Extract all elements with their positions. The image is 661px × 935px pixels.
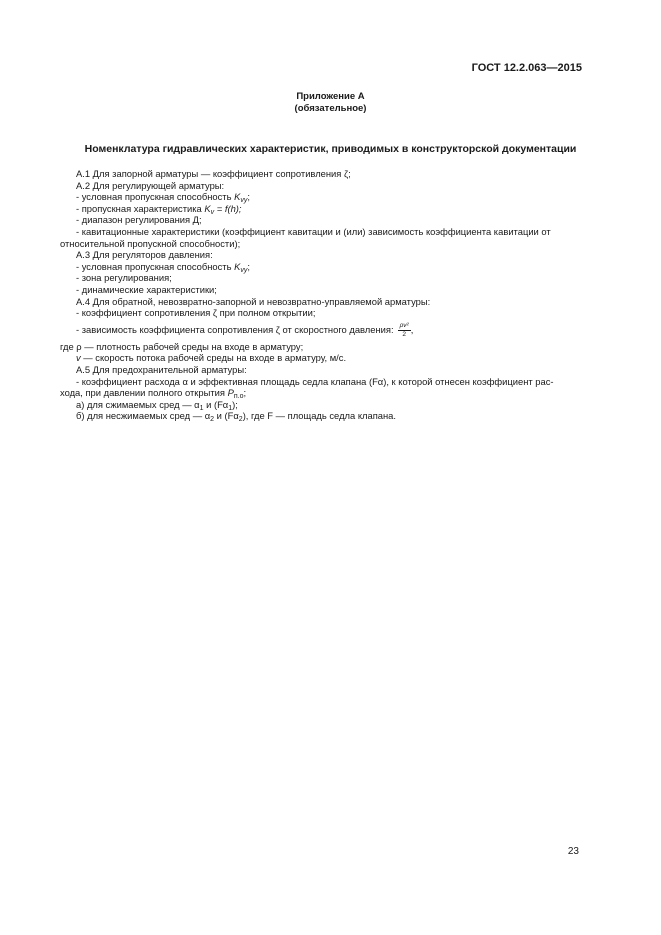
clause-a5-sub-a: а) для сжимаемых сред — $\alpha_1$ и $(F\alpha_1)$; (76, 398, 238, 412)
clause-a5: А.5 Для предохранительной арматуры: (76, 363, 247, 375)
clause-a5-sub-b: б) для несжимаемых сред — $\alpha_2$ и $(F\alpha_2)$, где F — площадь седла клапана. (76, 410, 397, 424)
appendix-status: (обязательное) (294, 103, 367, 114)
appendix-title: Приложение А (296, 91, 365, 102)
section-heading: Номенклатура гидравлических характеристик, приводимых в конструкторской документации (84, 143, 577, 155)
clause-a3-item-1: - условная пропускная способность $K_{vy}$; (76, 260, 250, 274)
clause-a2-item-2: - пропускная характеристика $K_v = f(h)$; (76, 202, 242, 216)
clause-a3: А.3 Для регуляторов давления: (76, 249, 213, 261)
clause-a1: А.1 Для запорной арматуры — коэффициент сопротивления ζ; (76, 168, 351, 179)
clause-a2-item-4-cont: относительной пропускной способности); (60, 237, 241, 249)
clause-a2-item-3: - диапазон регулирования Д; (76, 214, 202, 226)
clause-a5-item-1: - коэффициент расхода α и эффективная площадь седла клапана (Fα), к которой отнесен коэффициент рас- (76, 375, 554, 387)
document-standard-header: ГОСТ 12.2.063—2015 (471, 62, 582, 74)
clause-a3-item-3: - динамические характеристики; (76, 283, 217, 295)
dynamic-pressure-formula: $\frac{\text{ρv²}}{2}$ (399, 321, 409, 338)
definition-v: v — скорость потока рабочей среды на входе в арматуру, м/с. (76, 352, 347, 364)
clause-a2-item-1: - условная пропускная способность $K_{vy}$; (76, 191, 250, 205)
clause-a5-item-1-cont: хода, при давлении полного открытия $P_{п.о}$; (60, 387, 247, 401)
page-number: 23 (567, 846, 579, 857)
clause-a4-item-1: - коэффициент сопротивления ζ при полном открытии; (76, 307, 316, 319)
clause-a2: А.2 Для регулирующей арматуры: (76, 179, 225, 191)
clause-a2-item-4: - кавитационные характеристики (коэффициент кавитации и (или) зависимость коэффициента кавитации от (76, 225, 551, 237)
appendix-body (60, 168, 585, 422)
clause-a4: А.4 Для обратной, невозвратно-запорной и невозвратно-управляемой арматуры: (76, 295, 431, 307)
clause-a3-item-2: - зона регулирования; (76, 272, 172, 284)
definition-rho: где ρ — плотность рабочей среды на входе в арматуру; (60, 340, 304, 352)
clause-a4-item-2: - зависимость коэффициента сопротивления ζ от скоростного давления: $\frac{\text{ρv²}}{2}$ , (76, 321, 414, 338)
appendix-title-block (0, 91, 661, 115)
